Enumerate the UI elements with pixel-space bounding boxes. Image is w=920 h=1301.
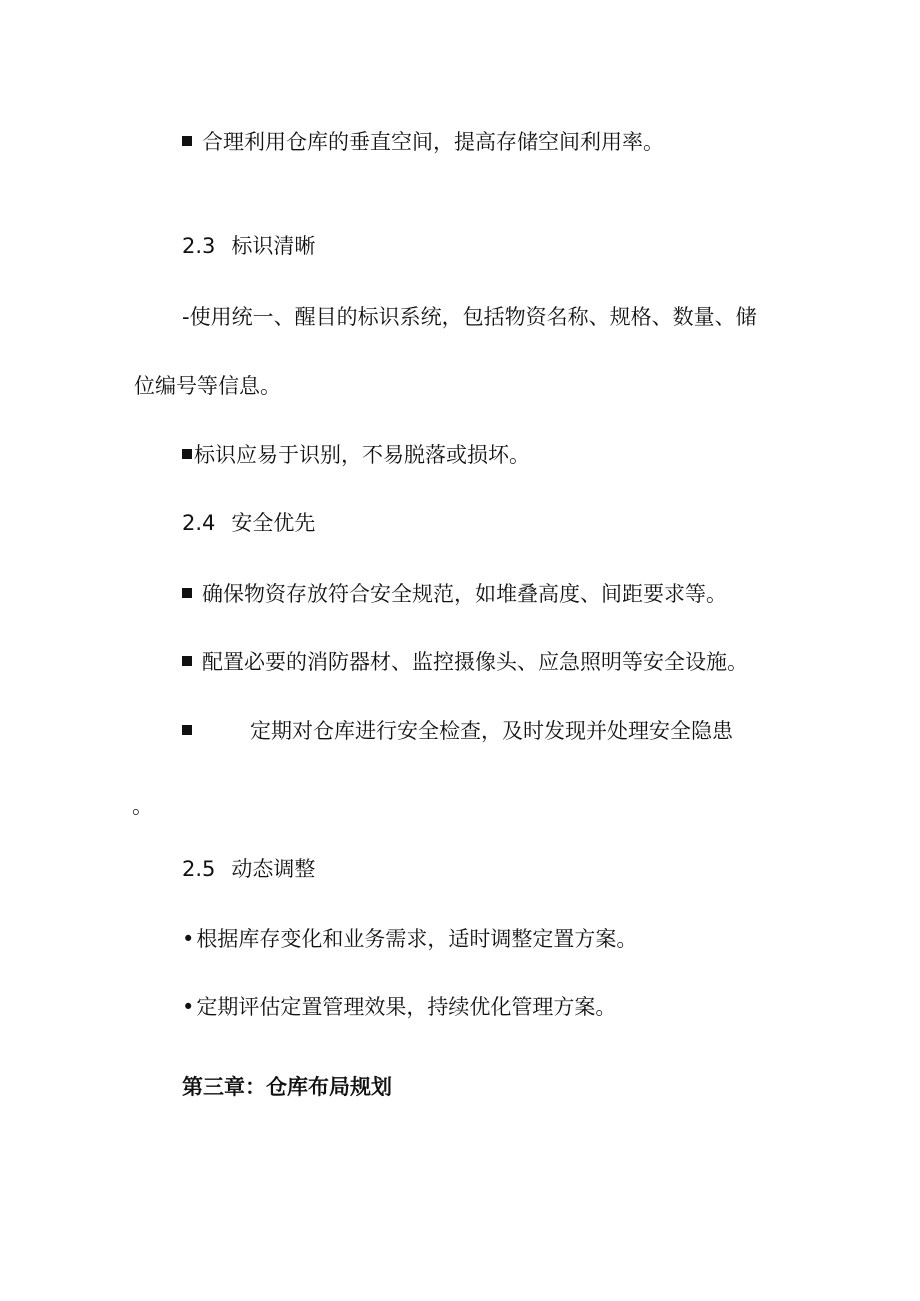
- square-bullet-icon: [182, 449, 192, 459]
- item-text: 合理利用仓库的垂直空间，提高存储空间利用率。: [202, 130, 664, 154]
- section-number: 2.4: [182, 511, 216, 535]
- dot-bullet-icon: •: [182, 927, 195, 951]
- bullet-item-evaluate-effect: [182, 993, 616, 1021]
- paragraph-text: -使用统一、醒目的标识系统，包括物资名称、规格、数量、储: [182, 305, 757, 329]
- section-heading-2-5: [182, 855, 315, 883]
- bullet-item-safety-facilities: [182, 648, 748, 676]
- bullet-item-safety-norms: [182, 580, 727, 608]
- square-bullet-icon: [182, 136, 192, 146]
- square-bullet-icon: [182, 588, 192, 598]
- chapter-heading: [182, 1073, 392, 1101]
- section-number: 2.3: [182, 234, 216, 258]
- bullet-item-adjust-plan: [182, 925, 637, 953]
- section-heading-2-3: [182, 232, 315, 260]
- item-text: 定期对仓库进行安全检查，及时发现并处理安全隐患: [250, 719, 733, 743]
- paragraph-label-system-line1: [182, 303, 757, 331]
- item-text: 确保物资存放符合安全规范，如堆叠高度、间距要求等。: [202, 582, 727, 606]
- item-text: 根据库存变化和业务需求，适时调整定置方案。: [196, 927, 638, 951]
- item-text: 。: [132, 794, 153, 818]
- section-title: 动态调整: [231, 857, 316, 881]
- bullet-item-vertical-space: [182, 128, 664, 156]
- section-number: 2.5: [182, 857, 216, 881]
- item-text: 标识应易于识别，不易脱落或损坏。: [194, 443, 530, 467]
- square-bullet-icon: [182, 725, 192, 735]
- section-title: 标识清晰: [231, 234, 316, 258]
- chapter-title: 第三章：仓库布局规划: [182, 1075, 392, 1099]
- dot-bullet-icon: •: [182, 995, 195, 1019]
- item-text: 配置必要的消防器材、监控摄像头、应急照明等安全设施。: [202, 650, 748, 674]
- item-text: 定期评估定置管理效果，持续优化管理方案。: [196, 995, 617, 1019]
- paragraph-label-system-line2: [134, 372, 281, 400]
- bullet-item-safety-inspection-line2: [132, 792, 153, 820]
- section-title: 安全优先: [231, 511, 316, 535]
- bullet-item-label-durable: [182, 441, 530, 469]
- square-bullet-icon: [182, 656, 192, 666]
- bullet-item-safety-inspection-line1: [182, 717, 733, 745]
- section-heading-2-4: [182, 509, 315, 537]
- paragraph-text: 位编号等信息。: [134, 374, 281, 398]
